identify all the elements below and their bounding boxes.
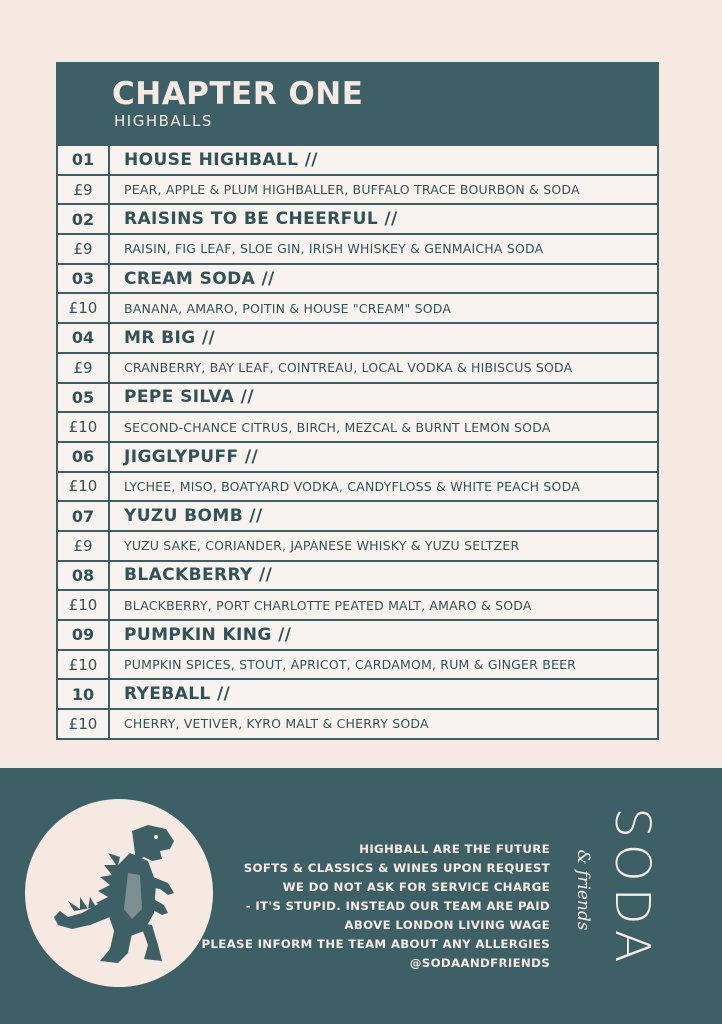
item-name: RYEBALL // [124, 684, 231, 705]
item-name: BLACKBERRY // [124, 565, 273, 586]
item-description: BANANA, AMARO, POITIN & HOUSE "CREAM" SODA [124, 300, 452, 316]
footer-notes [201, 840, 550, 973]
item-price: £10 [58, 413, 110, 441]
brand-main-text: SODA [604, 807, 660, 969]
item-name-row [58, 441, 657, 471]
item-description-row [58, 233, 657, 263]
item-price: £9 [58, 176, 110, 204]
item-description-row [58, 708, 657, 738]
item-name-row [58, 382, 657, 412]
note-line: SOFTS & CLASSICS & WINES UPON REQUEST [243, 861, 550, 875]
godzilla-icon [44, 813, 194, 973]
item-number: 02 [58, 205, 110, 233]
note-line: - IT'S STUPID. INSTEAD OUR TEAM ARE PAID [245, 899, 550, 913]
footer [0, 768, 722, 1024]
item-name-row [58, 203, 657, 233]
item-description: RAISIN, FIG LEAF, SLOE GIN, IRISH WHISKEY & GENMAICHA SODA [124, 241, 544, 257]
item-price: £10 [58, 473, 110, 501]
item-number: 09 [58, 621, 110, 649]
note-line: WE DO NOT ASK FOR SERVICE CHARGE [282, 880, 550, 894]
social-handle: @SODAANDFRIENDS [409, 956, 550, 970]
item-description-row [58, 352, 657, 382]
item-price: £10 [58, 591, 110, 619]
item-number: 07 [58, 502, 110, 530]
item-description-row [58, 411, 657, 441]
item-number: 03 [58, 265, 110, 293]
item-name-row [58, 619, 657, 649]
item-name-row [58, 322, 657, 352]
item-number: 01 [58, 146, 110, 174]
brand-logo [573, 798, 660, 998]
note-line: HIGHBALL ARE THE FUTURE [359, 842, 550, 856]
item-description-row [58, 530, 657, 560]
item-price: £10 [58, 294, 110, 322]
item-name: RAISINS TO BE CHEERFUL // [124, 209, 398, 230]
item-name: PEPE SILVA // [124, 387, 254, 408]
chapter-title: CHAPTER ONE [112, 76, 364, 112]
item-name: JIGGLYPUFF // [124, 446, 259, 467]
item-description-row [58, 471, 657, 501]
item-description-row [58, 292, 657, 322]
item-number: 06 [58, 443, 110, 471]
item-name: YUZU BOMB // [124, 506, 263, 527]
item-price: £9 [58, 354, 110, 382]
item-description: PUMPKIN SPICES, STOUT, APRICOT, CARDAMOM, RUM & GINGER BEER [124, 657, 577, 673]
menu-table [56, 62, 659, 740]
item-description-row [58, 174, 657, 204]
item-description: CHERRY, VETIVER, KYRO MALT & CHERRY SODA [124, 716, 429, 732]
menu-rows [58, 144, 657, 738]
item-price: £9 [58, 235, 110, 263]
item-number: 08 [58, 562, 110, 590]
item-price: £10 [58, 710, 110, 738]
item-name: MR BIG // [124, 327, 216, 348]
item-name-row [58, 678, 657, 708]
chapter-subtitle: HIGHBALLS [114, 112, 213, 130]
item-number: 05 [58, 384, 110, 412]
item-description: BLACKBERRY, PORT CHARLOTTE PEATED MALT, AMARO & SODA [124, 597, 532, 613]
item-description: LYCHEE, MISO, BOATYARD VODKA, CANDYFLOSS & WHITE PEACH SODA [124, 478, 580, 494]
item-name: PUMPKIN KING // [124, 624, 292, 645]
item-number: 10 [58, 680, 110, 708]
godzilla-badge [25, 799, 213, 987]
item-description-row [58, 649, 657, 679]
note-line: ABOVE LONDON LIVING WAGE [344, 918, 550, 932]
item-name-row [58, 144, 657, 174]
item-description-row [58, 589, 657, 619]
brand-sub-text: & friends [573, 849, 593, 931]
item-name-row [58, 500, 657, 530]
item-number: 04 [58, 324, 110, 352]
item-description: SECOND-CHANCE CITRUS, BIRCH, MEZCAL & BURNT LEMON SODA [124, 419, 551, 435]
item-price: £10 [58, 651, 110, 679]
menu-header [58, 64, 657, 144]
item-name-row [58, 560, 657, 590]
item-price: £9 [58, 532, 110, 560]
item-name: CREAM SODA // [124, 268, 275, 289]
note-line: PLEASE INFORM THE TEAM ABOUT ANY ALLERGIES [201, 937, 550, 951]
item-description: CRANBERRY, BAY LEAF, COINTREAU, LOCAL VODKA & HIBISCUS SODA [124, 360, 573, 376]
item-description: PEAR, APPLE & PLUM HIGHBALLER, BUFFALO TRACE BOURBON & SODA [124, 182, 580, 198]
item-name-row [58, 263, 657, 293]
item-description: YUZU SAKE, CORIANDER, JAPANESE WHISKY & YUZU SELTZER [124, 538, 520, 554]
item-name: HOUSE HIGHBALL // [124, 149, 318, 170]
